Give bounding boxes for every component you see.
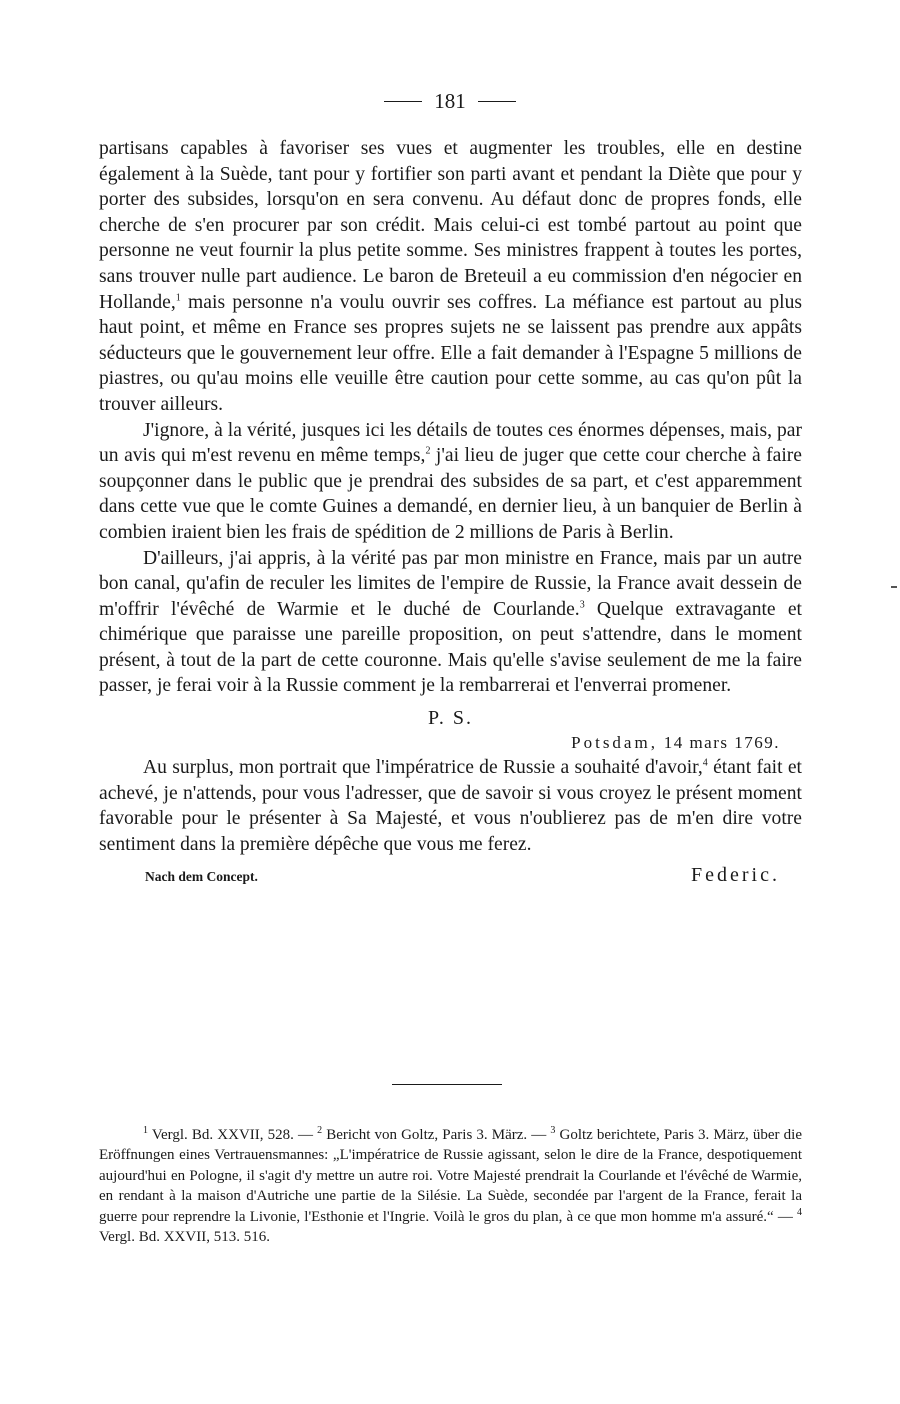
footnote-marker: 1 [143,1125,148,1136]
footnote-marker: 4 [702,757,708,769]
text-run: Bericht von Goltz, Paris 3. März. — [322,1127,551,1143]
text-run: Goltz berichtete, Paris 3. März, über die Eröffnungen eines Vertrauensmannes: „L'impératrice de Russie agissant, selon le dire de la France, despotiquement aujourd'hui en Pologne, il s'agit d'y mettre un autre roi. Votre Majesté prendrait la Courlande et l'évêché de Warmie, en rendant à la maison d'Autriche une partie de la Silésie. La Suède, secondée par l'argent de la France, ferait la guerre pour reprendre la Livonie, l'Esthonie et l'Ingrie. Voilà le gros du plan, à ce que mon homme m'a assuré.“ — [99,1127,802,1225]
margin-mark [891,586,897,588]
footnote-marker: 2 [317,1125,323,1136]
text-run: Au surplus, mon portrait que l'impératrice de Russie a souhaité d'avoir, [143,757,703,779]
postscript-dateline [99,731,780,755]
page-number-header [0,86,900,116]
text-run: Vergl. Bd. XXVII, 513. 516. [99,1229,270,1246]
text-run: étant fait et achevé, je n'attends, pour vous l'adresser, que de savoir si vous croyez le présent moment favorable pour le présenter à Sa Majesté, et vous n'oublierez pas de m'en dire votre sentiment dans la première dépêche que vous me ferez. [99,757,802,855]
footnote-text [99,1125,802,1247]
footnote-marker: 3 [550,1125,556,1136]
footnote-divider [392,1084,502,1085]
letter-body [99,136,802,890]
footnote-marker: 4 [797,1206,802,1218]
text-run: Vergl. Bd. XXVII, 528. — [148,1127,318,1143]
letter-paragraph [99,546,802,700]
header-dash-right [478,101,516,102]
source-note: Nach dem Concept. [145,869,258,885]
dateline-date: 14 mars 1769. [663,733,780,753]
footnotes [99,1125,802,1247]
text-run: partisans capables à favoriser ses vues et augmenter les troubles, elle en destine également à la Suède, tant pour y fortifier son parti avant et pendant la Diète que pour y porter des subsides, lorsqu'on en sera convenu. Au défaut donc de propres fonds, elle cherche de s'en procurer par son crédit. Mais celui-ci est tombé partout au point que personne ne veut fournir la plus petite somme. Ses ministres frappent à toutes les portes, sans trouver nulle part audience. Le baron de Breteuil a eu commission d'en négocier en Hollande, [99,138,802,313]
text-run: mais personne n'a voulu ouvrir ses coffres. La méfiance est partout au plus haut point, et même en France ses propres sujets ne se laissent pas prendre aux appâts séducteurs que le gouvernement leur offre. Elle a fait demander à l'Espagne 5 millions de piastres, ou qu'au moins elle veuille être caution pour cette somme, au cas qu'on pût la trouver ailleurs. [99,291,802,415]
text-run: D'ailleurs, j'ai appris, à la vérité pas par mon ministre en France, mais par un autre bon canal, qu'afin de reculer les limites de l'empire de Russie, la France avait dessein de m'offrir l'évêché de Warmie et le duché de Courlande. [99,547,802,620]
text-run: Quelque extravagante et chimérique que paraisse une pareille proposition, on peut s'attendre, dans le moment présent, à tout de la part de cette couronne. Mais qu'elle s'avise seulement de me la faire passer, je ferai voir à la Russie comment je la rembarrerai et l'enverrai promener. [99,598,802,697]
footnote-marker: 2 [425,445,431,457]
footnote-marker: 1 [175,292,181,304]
signature: Federic. [691,864,780,887]
postscript-heading: P. S. [427,707,474,730]
header-dash-left [384,101,422,102]
page-number: 181 [434,88,466,113]
footnote-marker: 3 [579,599,585,611]
dateline-place: Potsdam, [571,733,658,753]
text-run: j'ai lieu de juger que cette cour cherche à faire soupçonner dans le public que je prendrai des subsides de sa part, et c'est apparemment dans cette vue que le comte Guines a demandé, en dernier lieu, à un banquier de Berlin à combien iraient bien les frais de spédition de 2 millions de Paris à Berlin. [99,445,802,543]
closing-line [99,863,802,890]
letter-paragraph [99,418,802,546]
letter-paragraph [99,136,802,418]
text-run: J'ignore, à la vérité, jusques ici les détails de toutes ces énormes dépenses, mais, par un avis qui m'est revenu en même temps, [99,419,802,467]
postscript-paragraph [99,755,802,857]
